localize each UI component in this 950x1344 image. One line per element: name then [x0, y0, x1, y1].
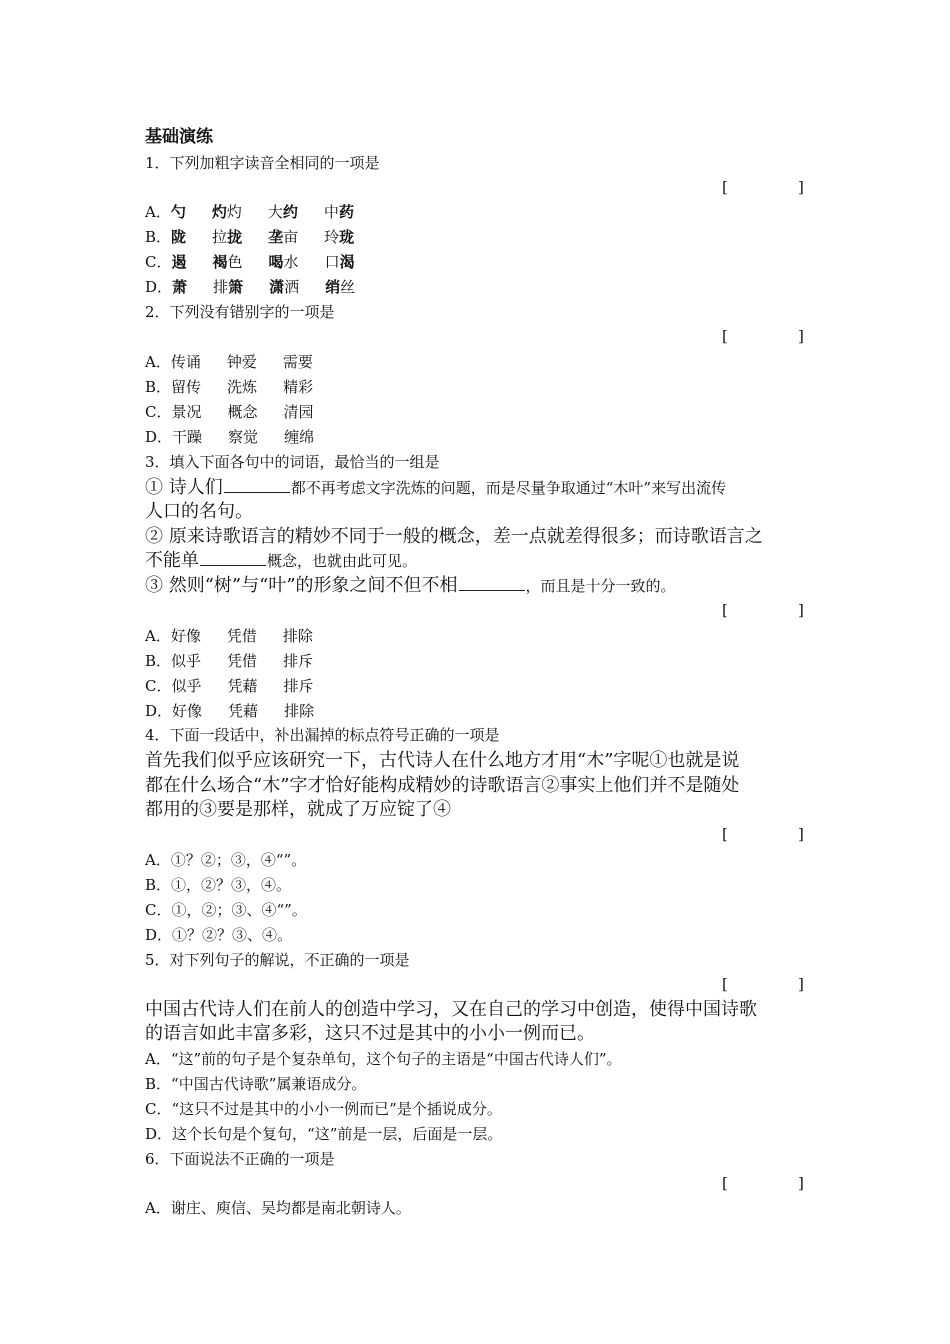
q4-answer-bracket: [ ]	[722, 825, 804, 843]
q3-blank-1	[224, 491, 290, 493]
q1-option-c: C．遏 褐色 喝水 口渴	[145, 253, 355, 271]
q5-passage-line-2: 的语言如此丰富多彩，这只不过是其中的小小一例而已。	[145, 1023, 595, 1044]
q5-option-c: C．“这只不过是其中的小小一例而已”是个插说成分。	[145, 1100, 502, 1118]
q2-answer-bracket: [ ]	[722, 327, 804, 345]
q3-sentence-3: ③ 然则“树”与“叶”的形象之间不但不相 ，而且是十分一致的。	[145, 575, 676, 596]
q4-option-b: B．①，②？③，④。	[145, 876, 292, 894]
q5-passage-line-1: 中国古代诗人们在前人的创造中学习，又在自己的学习中创造，使得中国诗歌	[145, 999, 757, 1020]
q2-option-c: C．景况 概念 清园	[145, 403, 314, 421]
q1-answer-bracket: [ ]	[722, 178, 804, 196]
q3-blank-3	[459, 589, 525, 591]
q5-option-d: D．这个长句是个复句，“这”前是一层，后面是一层。	[145, 1125, 503, 1143]
q3-answer-bracket: [ ]	[722, 601, 804, 619]
q3-sentence-2: ② 原来诗歌语言的精妙不同于一般的概念，差一点就差得很多；而诗歌语言之	[145, 526, 763, 547]
q5-option-a: A．“这”前的句子是个复杂单句，这个句子的主语是“中国古代诗人们”。	[145, 1050, 622, 1068]
q5-option-b: B．“中国古代诗歌”属兼语成分。	[145, 1075, 367, 1093]
q3-option-d: D．好像 凭藉 排除	[145, 702, 315, 720]
q3-blank-2	[200, 564, 266, 566]
q4-option-d: D．①？②？③、④。	[145, 926, 293, 944]
q2-option-b: B．留传 洗炼 精彩	[145, 378, 314, 396]
q4-passage-line-2: 都在什么场合“木”字才恰好能构成精妙的诗歌语言②事实上他们并不是随处	[145, 775, 740, 796]
q4-option-a: A．①？②；③，④“”。	[145, 851, 307, 869]
q6-answer-bracket: [ ]	[722, 1174, 804, 1192]
q1-option-d: D．萧 排箫 潇洒 绡丝	[145, 278, 356, 296]
q5-stem: 5．对下列句子的解说，不正确的一项是	[145, 951, 410, 969]
q1-option-b: B．陇 拉拢 垄亩 玲珑	[145, 228, 355, 246]
q3-sentence-2-cont: 不能单 概念，也就由此可见。	[145, 550, 418, 571]
q6-option-a: A．谢庄、庾信、吴均都是南北朝诗人。	[145, 1199, 411, 1217]
q4-passage-line-3: 都用的③要是那样，就成了万应锭了④	[145, 799, 451, 820]
q4-passage-line-1: 首先我们似乎应该研究一下，古代诗人在什么地方才用“木”字呢①也就是说	[145, 750, 740, 771]
q3-option-b: B．似乎 凭借 排斥	[145, 652, 314, 670]
q3-sentence-1-cont: 人口的名句。	[145, 501, 253, 522]
q1-stem: 1．下列加粗字读音全相同的一项是	[145, 154, 380, 172]
q2-stem: 2．下列没有错别字的一项是	[145, 303, 335, 321]
q3-sentence-1: ① 诗人们 都不再考虑文字洗炼的问题，而是尽量争取通过“木叶”来写出流传	[145, 477, 727, 498]
q4-option-c: C．①，②；③、④“”。	[145, 901, 307, 919]
q4-stem: 4．下面一段话中，补出漏掉的标点符号正确的一项是	[145, 726, 500, 744]
q1-option-a: A．勺 灼灼 大约 中药	[145, 203, 354, 221]
section-title: 基础演练	[145, 127, 213, 147]
q5-answer-bracket: [ ]	[722, 975, 804, 993]
q6-stem: 6．下面说法不正确的一项是	[145, 1150, 335, 1168]
q3-option-a: A．好像 凭借 排除	[145, 627, 313, 645]
q3-option-c: C．似乎 凭藉 排斥	[145, 677, 314, 695]
q2-option-a: A．传诵 钟爱 需要	[145, 353, 313, 371]
q3-stem: 3．填入下面各句中的词语，最恰当的一组是	[145, 453, 440, 471]
q2-option-d: D．干躁 察觉 缠绵	[145, 428, 315, 446]
